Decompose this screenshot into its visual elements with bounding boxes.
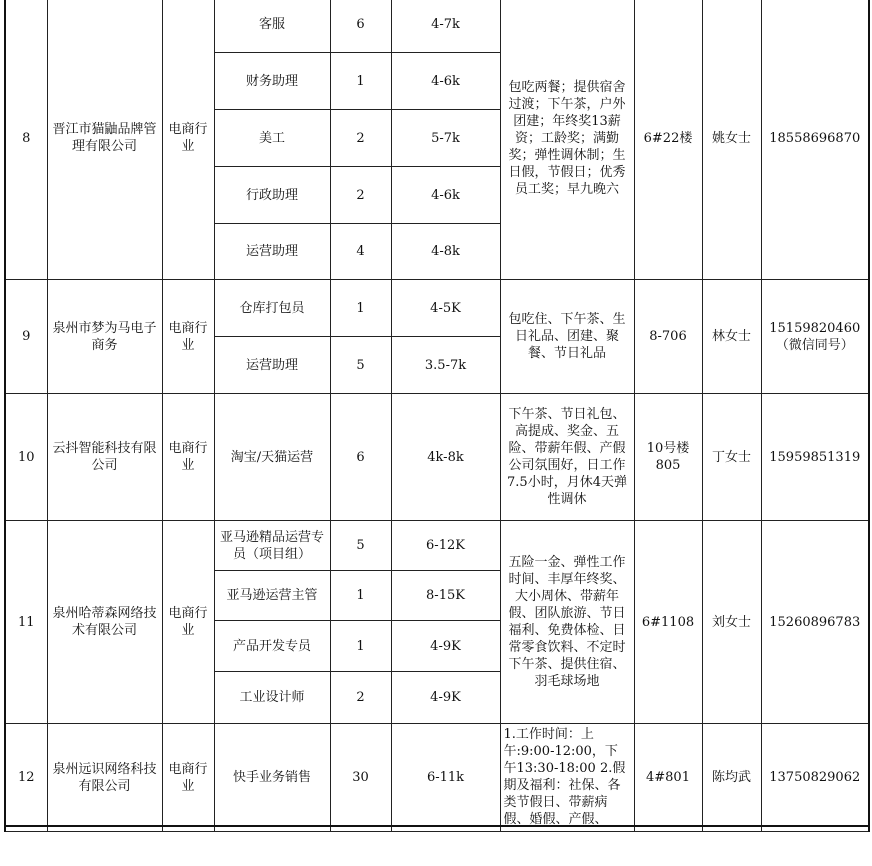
industry: 电商行业 bbox=[162, 394, 214, 521]
contact-person: 姚女士 bbox=[702, 0, 761, 280]
address: 4#801 bbox=[634, 724, 702, 832]
position-count: 30 bbox=[330, 724, 391, 832]
position-salary: 4-7k bbox=[391, 0, 500, 53]
benefits: 1.工作时间：上午:9:00-12:00，下午13:30-18:00 2.假期及福利：社保、各类节假日、带薪病假、婚假、产假、 bbox=[500, 724, 634, 832]
position-salary: 4-6k bbox=[391, 53, 500, 110]
position-salary: 4-8k bbox=[391, 224, 500, 280]
position-title: 行政助理 bbox=[214, 167, 330, 224]
address: 8-706 bbox=[634, 280, 702, 394]
industry: 电商行业 bbox=[162, 521, 214, 724]
table-row bbox=[5, 521, 869, 571]
position-count: 2 bbox=[330, 672, 391, 724]
position-title: 财务助理 bbox=[214, 53, 330, 110]
address: 6#1108 bbox=[634, 521, 702, 724]
table-row bbox=[5, 280, 869, 337]
table-row bbox=[5, 394, 869, 521]
position-salary: 4-6k bbox=[391, 167, 500, 224]
row-number: 9 bbox=[5, 280, 47, 394]
position-count: 2 bbox=[330, 167, 391, 224]
table-row bbox=[5, 724, 869, 832]
position-salary: 6-12K bbox=[391, 521, 500, 571]
position-count: 1 bbox=[330, 621, 391, 672]
position-title: 仓库打包员 bbox=[214, 280, 330, 337]
address: 6#22楼 bbox=[634, 0, 702, 280]
position-count: 1 bbox=[330, 280, 391, 337]
position-count: 4 bbox=[330, 224, 391, 280]
position-count: 5 bbox=[330, 337, 391, 394]
position-salary: 4-9K bbox=[391, 672, 500, 724]
position-salary: 6-11k bbox=[391, 724, 500, 832]
company-name: 泉州哈蒂森网络技术有限公司 bbox=[47, 521, 162, 724]
contact-person: 丁女士 bbox=[702, 394, 761, 521]
contact-person: 陈均武 bbox=[702, 724, 761, 832]
position-count: 1 bbox=[330, 571, 391, 621]
benefits: 包吃住、下午茶、生日礼品、团建、聚餐、节日礼品 bbox=[500, 280, 634, 394]
row-number: 10 bbox=[5, 394, 47, 521]
position-title: 产品开发专员 bbox=[214, 621, 330, 672]
position-title: 工业设计师 bbox=[214, 672, 330, 724]
benefits: 五险一金、弹性工作时间、丰厚年终奖、大小周休、带薪年假、团队旅游、节日福利、免费体检、日常零食饮料、不定时下午茶、提供住宿、羽毛球场地 bbox=[500, 521, 634, 724]
contact-person: 林女士 bbox=[702, 280, 761, 394]
job-listing-table bbox=[4, 0, 870, 832]
position-title: 运营助理 bbox=[214, 224, 330, 280]
position-title: 亚马逊运营主管 bbox=[214, 571, 330, 621]
position-count: 6 bbox=[330, 0, 391, 53]
row-number: 11 bbox=[5, 521, 47, 724]
phone-number: 15159820460（微信同号） bbox=[761, 280, 869, 394]
position-salary: 4-5K bbox=[391, 280, 500, 337]
position-title: 淘宝/天猫运营 bbox=[214, 394, 330, 521]
position-title: 快手业务销售 bbox=[214, 724, 330, 832]
phone-number: 13750829062 bbox=[761, 724, 869, 832]
phone-number: 18558696870 bbox=[761, 0, 869, 280]
position-title: 运营助理 bbox=[214, 337, 330, 394]
company-name: 泉州市梦为马电子商务 bbox=[47, 280, 162, 394]
position-salary: 8-15K bbox=[391, 571, 500, 621]
address: 10号楼805 bbox=[634, 394, 702, 521]
industry: 电商行业 bbox=[162, 0, 214, 280]
company-name: 泉州远识网络科技有限公司 bbox=[47, 724, 162, 832]
benefits: 包吃两餐；提供宿舍过渡；下午茶，户外团建；年终奖13薪资；工龄奖；满勤奖；弹性调休制；生日假，节假日；优秀员工奖；早九晚六 bbox=[500, 0, 634, 280]
contact-person: 刘女士 bbox=[702, 521, 761, 724]
phone-number: 15260896783 bbox=[761, 521, 869, 724]
table-row bbox=[5, 0, 869, 53]
position-title: 美工 bbox=[214, 110, 330, 167]
position-salary: 3.5-7k bbox=[391, 337, 500, 394]
position-title: 亚马逊精品运营专员（项目组） bbox=[214, 521, 330, 571]
table-bottom-border bbox=[4, 825, 868, 827]
position-count: 2 bbox=[330, 110, 391, 167]
position-salary: 4-9K bbox=[391, 621, 500, 672]
company-name: 晋江市猫鼬品牌管理有限公司 bbox=[47, 0, 162, 280]
position-title: 客服 bbox=[214, 0, 330, 53]
position-count: 5 bbox=[330, 521, 391, 571]
position-count: 6 bbox=[330, 394, 391, 521]
phone-number: 15959851319 bbox=[761, 394, 869, 521]
benefits: 下午茶、节日礼包、高提成、奖金、五险、带薪年假、产假公司氛围好，日工作7.5小时，月休4天弹性调休 bbox=[500, 394, 634, 521]
company-name: 云抖智能科技有限公司 bbox=[47, 394, 162, 521]
position-salary: 5-7k bbox=[391, 110, 500, 167]
industry: 电商行业 bbox=[162, 280, 214, 394]
industry: 电商行业 bbox=[162, 724, 214, 832]
row-number: 12 bbox=[5, 724, 47, 832]
position-count: 1 bbox=[330, 53, 391, 110]
row-number: 8 bbox=[5, 0, 47, 280]
position-salary: 4k-8k bbox=[391, 394, 500, 521]
